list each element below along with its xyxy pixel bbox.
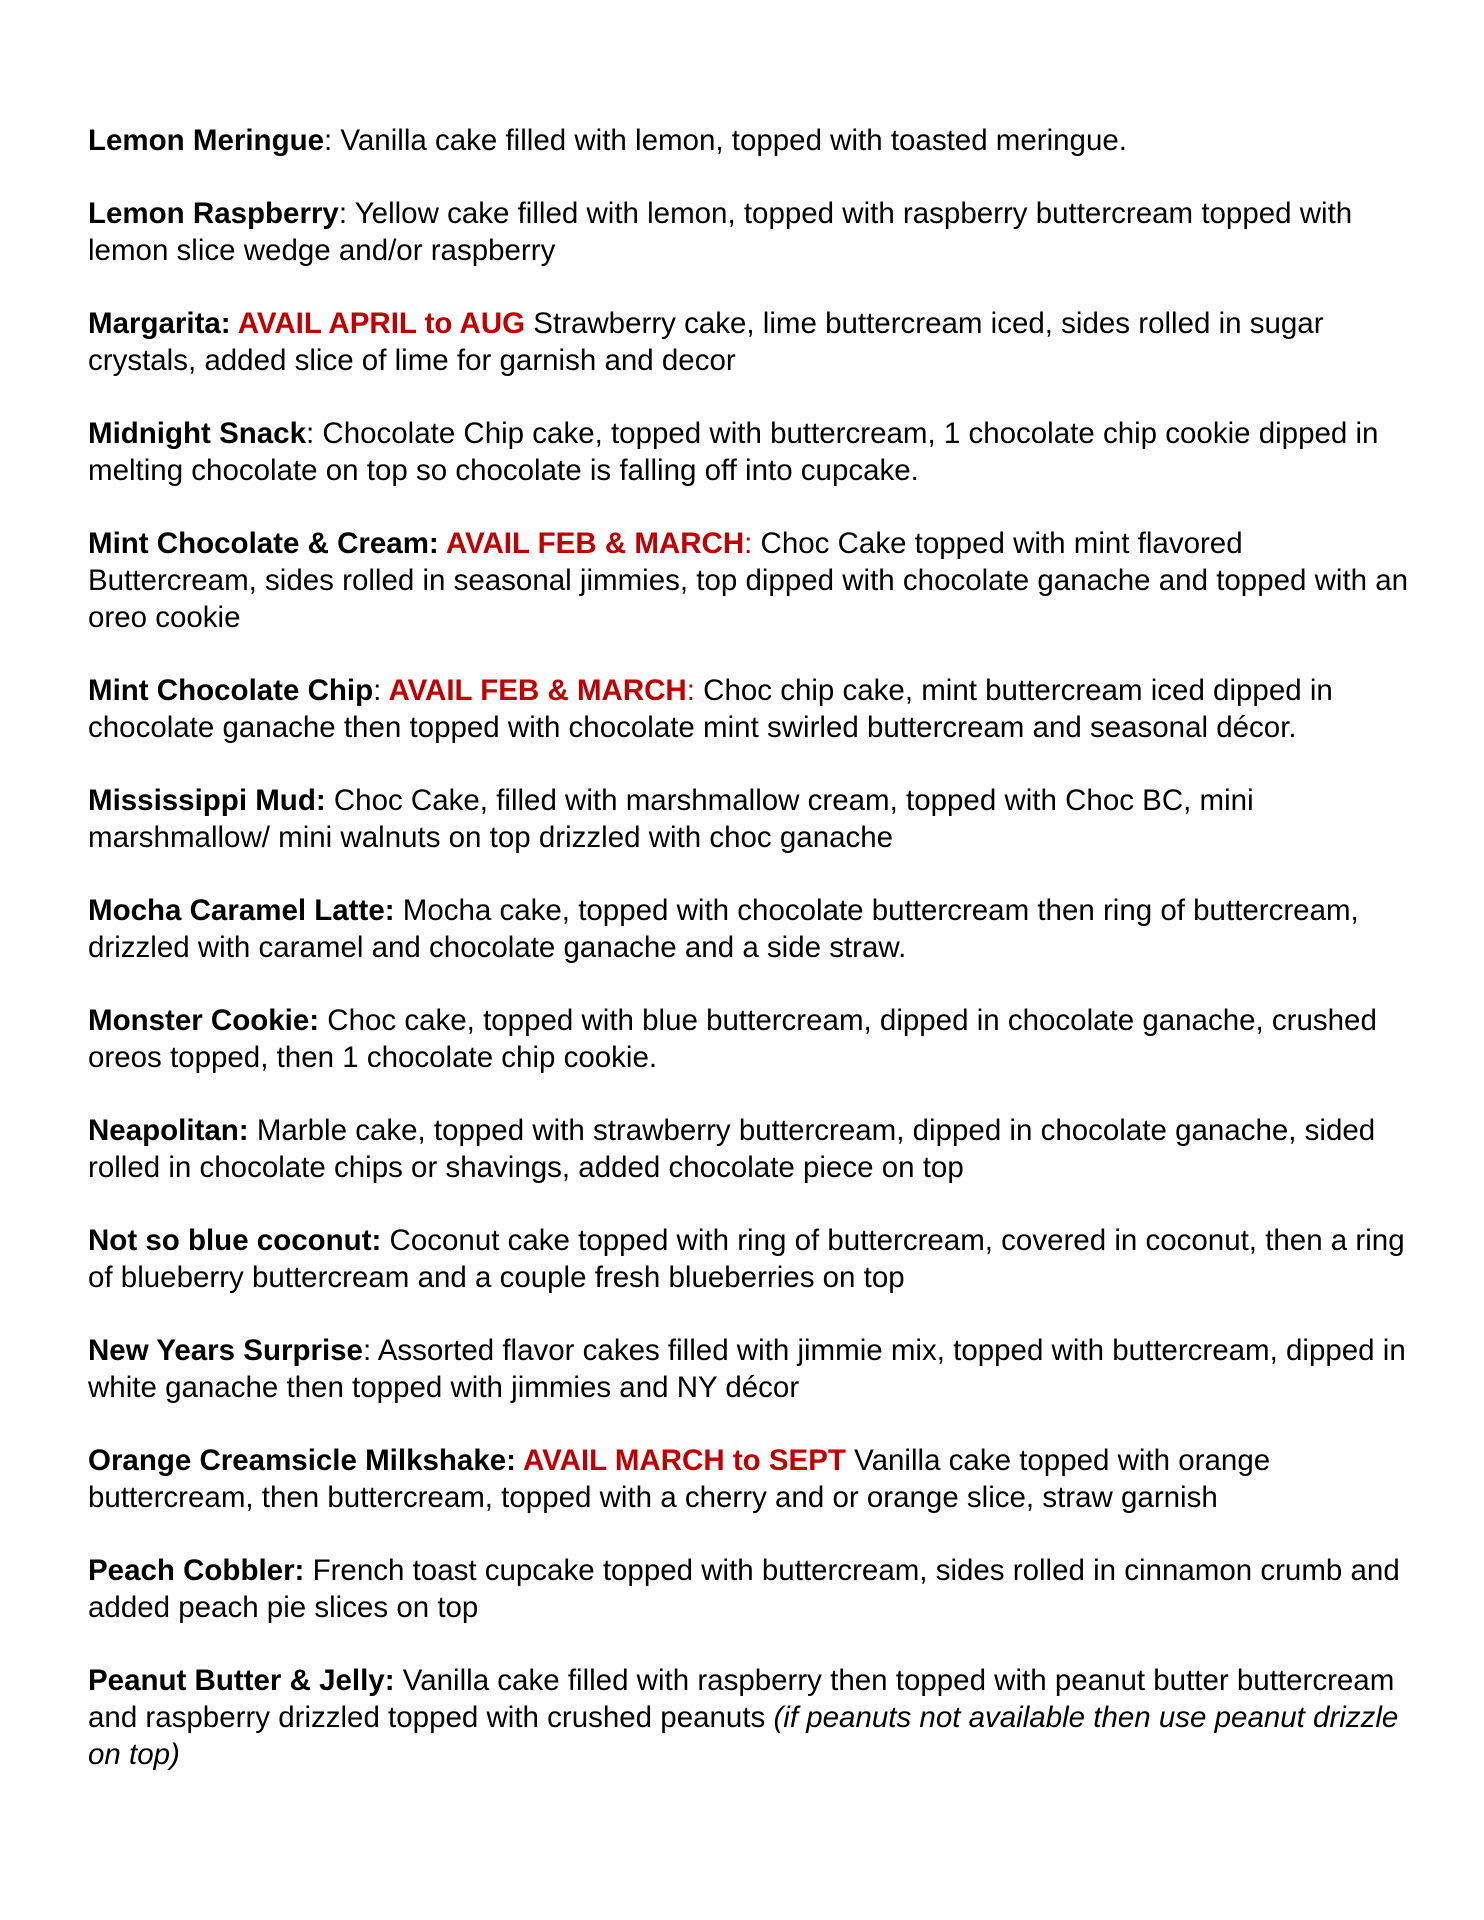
menu-entry <box>88 782 1418 856</box>
menu-entry <box>88 1002 1418 1076</box>
entry-name: Neapolitan: <box>88 1114 249 1147</box>
entry-description: Choc chip cake, mint buttercream iced dipped in chocolate ganache then topped with chocolate mint swirled buttercream and seasonal décor. <box>88 674 1333 744</box>
menu-entry <box>88 122 1418 159</box>
menu-entry <box>88 305 1418 379</box>
entry-name: Margarita: <box>88 307 231 340</box>
entry-description: Choc Cake, filled with marshmallow cream, topped with Choc BC, mini marshmallow/ mini walnuts on top drizzled with choc ganache <box>88 784 1254 854</box>
entry-name: Midnight Snack <box>88 417 306 450</box>
entry-note: (if peanuts not available then use peanut drizzle on top) <box>88 1701 1399 1771</box>
entry-separator: : <box>324 124 333 157</box>
entry-name: Mocha Caramel Latte: <box>88 894 395 927</box>
entry-name: Peanut Butter & Jelly: <box>88 1664 395 1697</box>
entry-name: Mint Chocolate Chip <box>88 674 374 707</box>
entry-description: Marble cake, topped with strawberry buttercream, dipped in chocolate ganache, sided rolled in chocolate chips or shavings, added chocolate piece on top <box>88 1114 1376 1184</box>
entry-description: Strawberry cake, lime buttercream iced, sides rolled in sugar crystals, added slice of lime for garnish and decor <box>88 307 1324 377</box>
menu-entry <box>88 672 1418 746</box>
entry-name: Orange Creamsicle Milkshake: <box>88 1444 516 1477</box>
entry-description: Coconut cake topped with ring of buttercream, covered in coconut, then a ring of blueberry buttercream and a couple fresh blueberries on top <box>88 1224 1405 1294</box>
entry-description: Assorted flavor cakes filled with jimmie mix, topped with buttercream, dipped in white ganache then topped with jimmies and NY décor <box>88 1334 1406 1404</box>
entry-name: Not so blue coconut: <box>88 1224 382 1257</box>
menu-entry <box>88 1662 1418 1773</box>
entry-availability: AVAIL FEB & MARCH <box>438 527 745 560</box>
menu-entry <box>88 415 1418 489</box>
entry-description: Choc Cake topped with mint flavored Buttercream, sides rolled in seasonal jimmies, top dipped with chocolate ganache and topped with an oreo cookie <box>88 527 1409 634</box>
entry-name: Mint Chocolate & Cream: <box>88 527 439 560</box>
entry-separator: : <box>305 417 315 450</box>
entry-separator: : <box>373 674 382 707</box>
entry-name: Mississippi Mud: <box>88 784 326 817</box>
menu-entry <box>88 1332 1418 1406</box>
entry-description: Chocolate Chip cake, topped with buttercream, 1 chocolate chip cookie dipped in melting chocolate on top so chocolate is falling off into cupcake. <box>88 417 1379 487</box>
entry-description: Vanilla cake filled with raspberry then topped with peanut butter buttercream and raspberry drizzled topped with crushed peanuts <box>88 1664 1395 1734</box>
entry-separator: : <box>338 197 348 230</box>
menu-list <box>88 122 1418 1809</box>
entry-availability: AVAIL MARCH to SEPT <box>515 1444 846 1477</box>
entry-description: Yellow cake filled with lemon, topped with raspberry buttercream topped with lemon slice wedge and/or raspberry <box>88 197 1353 267</box>
entry-availability-separator: : <box>686 674 695 707</box>
entry-name: Monster Cookie: <box>88 1004 320 1037</box>
entry-name: Lemon Raspberry <box>88 197 339 230</box>
menu-entry <box>88 1222 1418 1296</box>
entry-name: Peach Cobbler: <box>88 1554 305 1587</box>
menu-entry <box>88 1442 1418 1516</box>
entry-description: French toast cupcake topped with buttercream, sides rolled in cinnamon crumb and added peach pie slices on top <box>88 1554 1400 1624</box>
menu-entry <box>88 1112 1418 1186</box>
entry-description: Vanilla cake filled with lemon, topped with toasted meringue. <box>332 124 1127 157</box>
menu-entry <box>88 892 1418 966</box>
entry-description: Mocha cake, topped with chocolate buttercream then ring of buttercream, drizzled with caramel and chocolate ganache and a side straw. <box>88 894 1359 964</box>
entry-name: New Years Surprise <box>88 1334 363 1367</box>
entry-availability: AVAIL APRIL to AUG <box>230 307 526 340</box>
entry-description: Vanilla cake topped with orange buttercream, then buttercream, topped with a cherry and or orange slice, straw garnish <box>88 1444 1271 1514</box>
menu-entry <box>88 525 1418 636</box>
menu-entry <box>88 195 1418 269</box>
entry-separator: : <box>362 1334 372 1367</box>
entry-availability-separator: : <box>744 527 753 560</box>
entry-availability: AVAIL FEB & MARCH <box>381 674 687 707</box>
entry-name: Lemon Meringue <box>88 124 325 157</box>
entry-description: Choc cake, topped with blue buttercream, dipped in chocolate ganache, crushed oreos topped, then 1 chocolate chip cookie. <box>88 1004 1377 1074</box>
menu-entry <box>88 1552 1418 1626</box>
